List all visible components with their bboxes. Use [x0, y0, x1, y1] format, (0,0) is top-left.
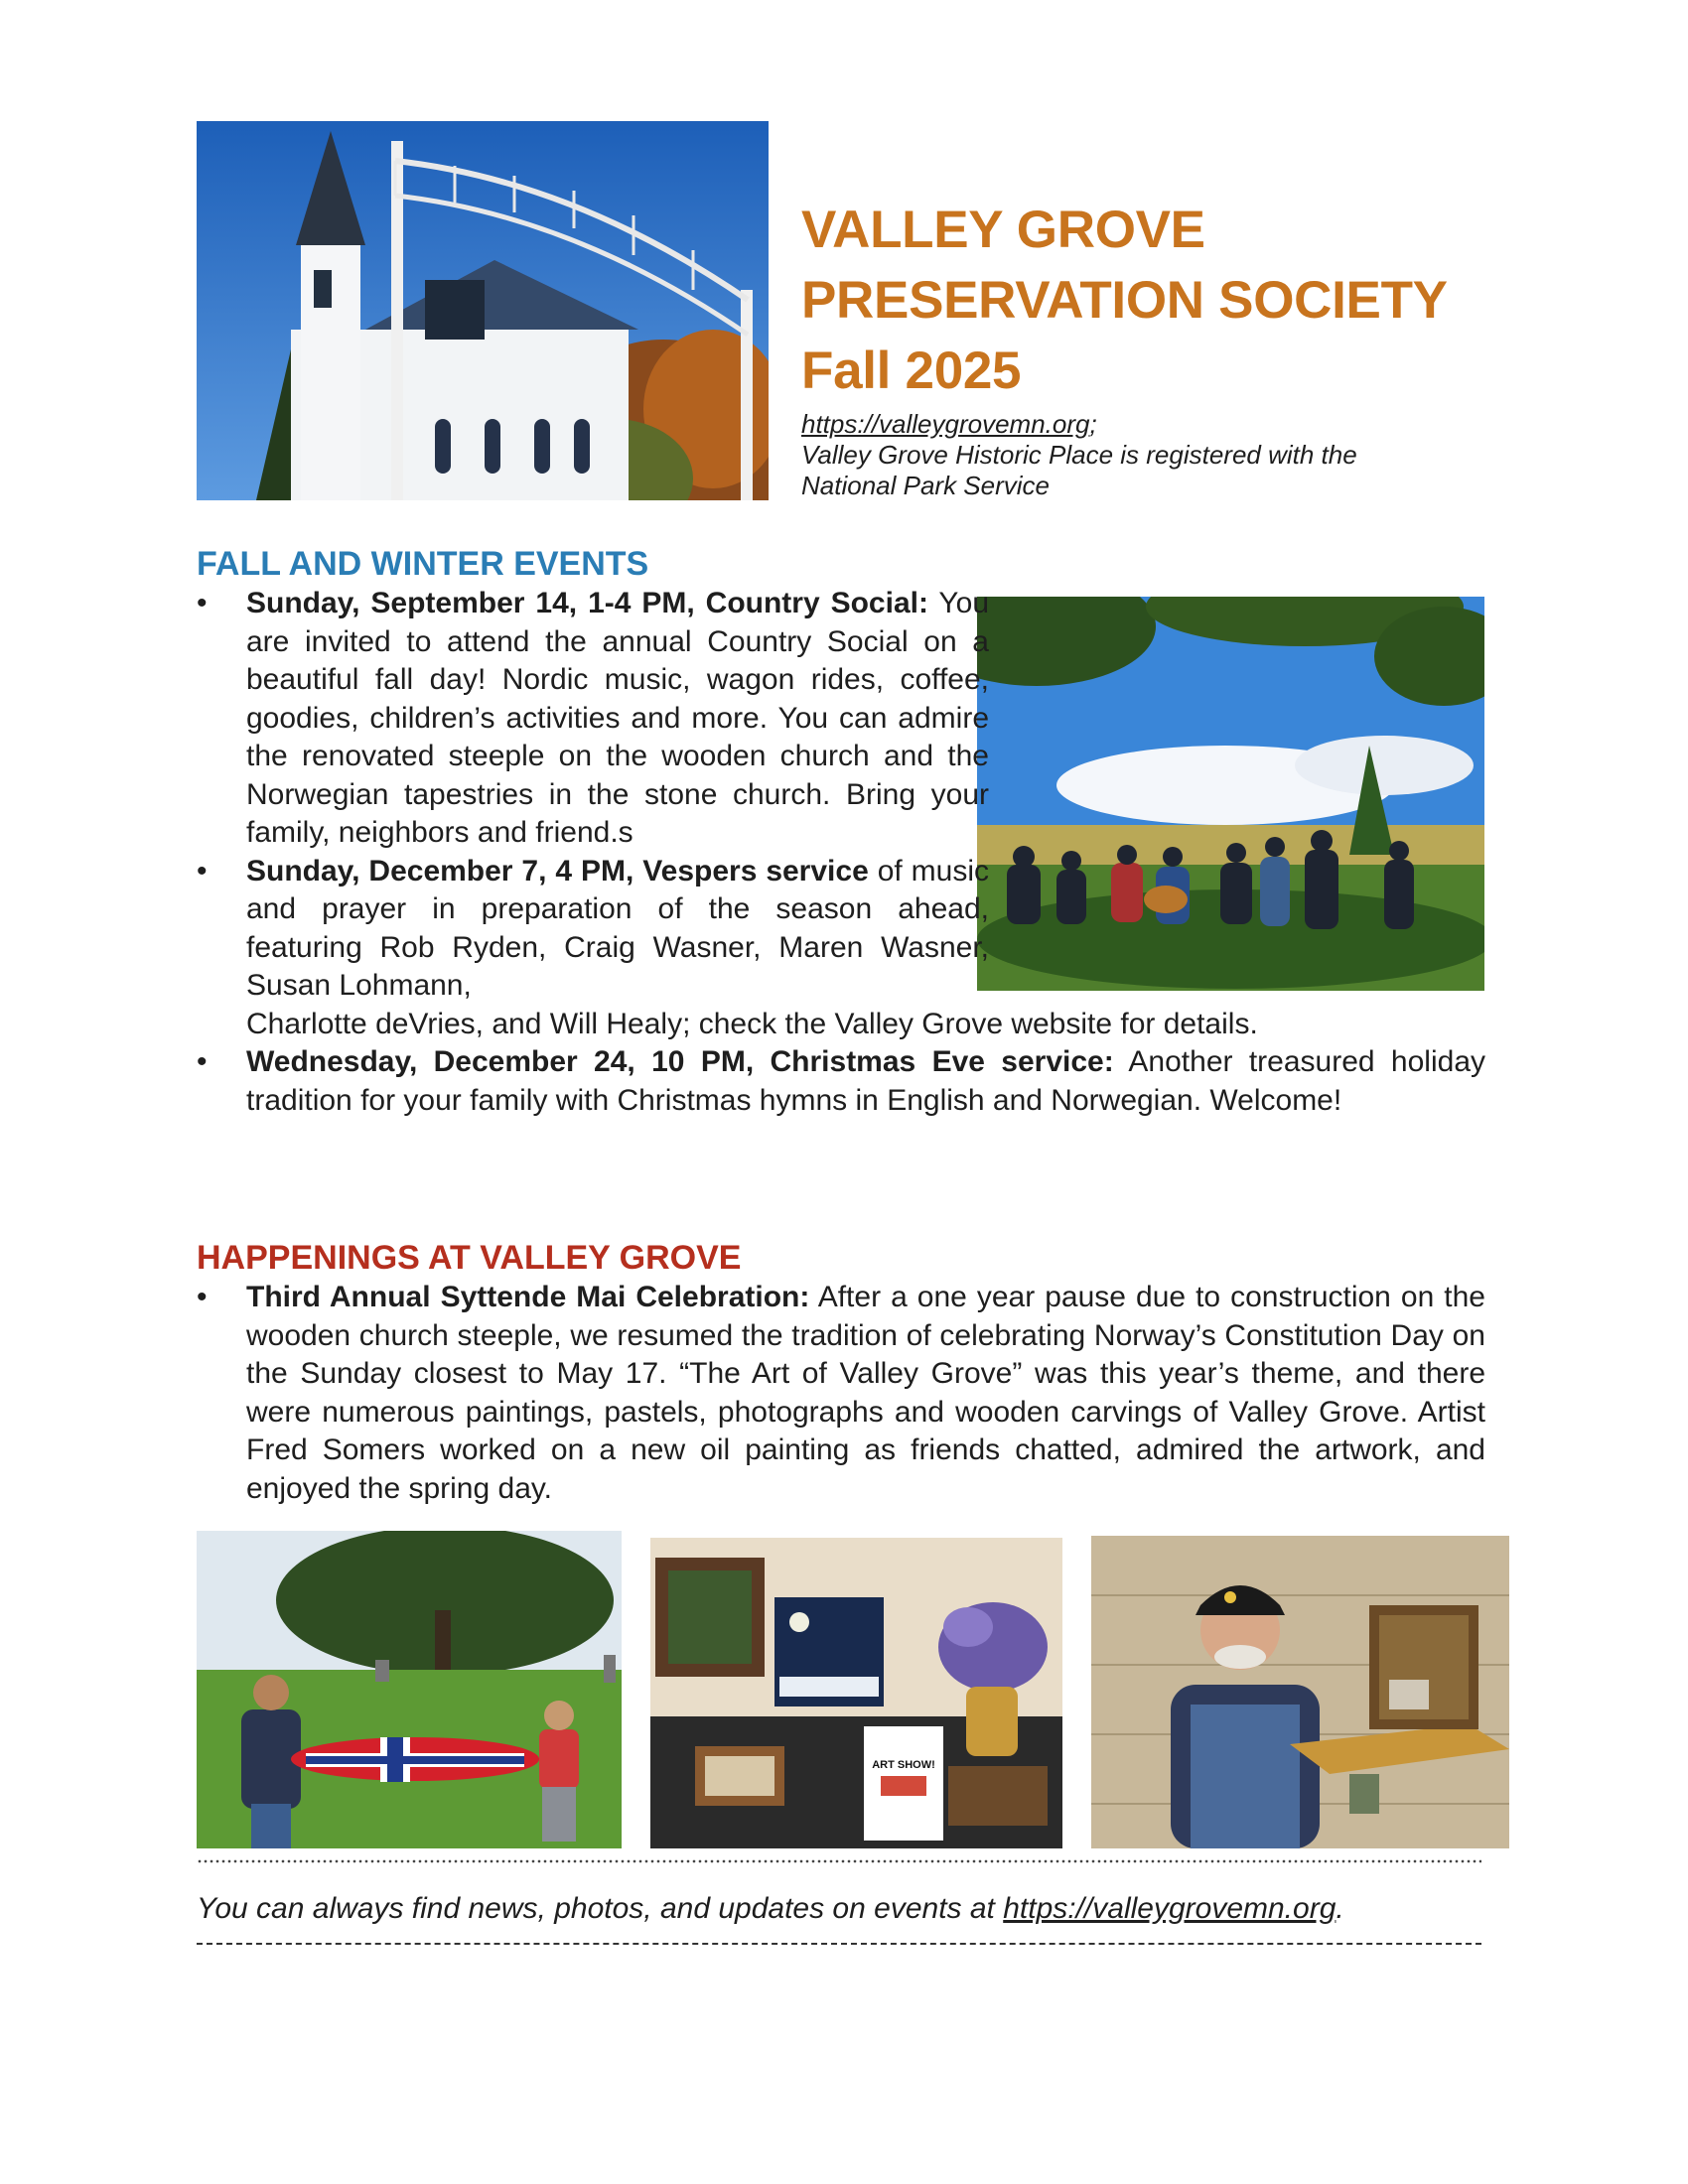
happenings-heading: HAPPENINGS AT VALLEY GROVE [197, 1239, 742, 1277]
event-item-vespers [197, 853, 989, 1006]
happening-item-syttende-mai [197, 1279, 1485, 1508]
footer-website-link[interactable]: https://valleygrovemn.org [1003, 1892, 1336, 1925]
event-description: You are invited to attend the annual Country Social on a beautiful fall day! Nordic music, wagon rides, coffee, goodies, children’s activities and more. You can admire the renovated steeple on the wooden church and the Norwegian tapestries in the stone church. Bring your family, neighbors and friend.s [246, 587, 990, 849]
happening-title: Third Annual Syttende Mai Celebration: [246, 1281, 810, 1313]
bullet: • [197, 854, 208, 887]
happening-description: After a one year pause due to construction on the wooden church steeple, we resumed the tradition of celebrating Norway’s Constitution Day on the Sunday closest to May 17. “The Art of Valley Grove” was this year’s theme, and there were numerous paintings, pastels, photographs and wooden carvings of Valley Grove. Artist Fred Somers worked on a new oil painting as friends chatted, admired the artwork, and enjoyed the spring day. [246, 1281, 1485, 1505]
happenings-list [197, 1279, 1485, 1508]
event-description: of music and prayer in preparation of the season ahead, featuring Rob Ryden, Craig Wasner, Maren Wasner, Susan Lohmann, [246, 854, 989, 1002]
newsletter-title [801, 195, 1496, 406]
title-line-3: Fall 2025 [801, 341, 1022, 400]
flag-illustration [197, 1531, 622, 1848]
registration-line-2: National Park Service [801, 471, 1050, 500]
registration-line-1: Valley Grove Historic Place is registered with the [801, 440, 1357, 470]
norwegian-flag-photo [197, 1531, 622, 1848]
church-gate-photo [197, 121, 769, 500]
art-show-illustration [650, 1538, 1062, 1848]
artist-painting-photo [1091, 1536, 1509, 1848]
header-subtitle [801, 409, 1457, 501]
title-line-1: VALLEY GROVE [801, 201, 1205, 259]
dashed-divider [197, 1943, 1481, 1945]
art-show-photo [650, 1538, 1062, 1848]
events-heading: FALL AND WINTER EVENTS [197, 545, 649, 583]
bullet: • [197, 1281, 208, 1313]
bullet: • [197, 1045, 208, 1078]
website-link[interactable]: https://valleygrovemn.org [801, 409, 1090, 439]
event-description-continued: Charlotte deVries, and Will Healy; check the Valley Grove website for details. [246, 1007, 1258, 1040]
church-gate-illustration [197, 121, 769, 500]
dotted-divider [197, 1858, 1481, 1866]
art-show-sign-text: ART SHOW! [872, 1759, 935, 1771]
event-title: Sunday, December 7, 4 PM, Vespers service [246, 854, 869, 887]
website-separator: ; [1089, 409, 1097, 439]
footer-end: . [1336, 1892, 1344, 1925]
footer-text: You can always find news, photos, and updates on events at [197, 1892, 1004, 1925]
event-description: Another treasured holiday tradition for your family with Christmas hymns in English and Norwegian. Welcome! [246, 1045, 1486, 1117]
event-title: Wednesday, December 24, 10 PM, Christmas Eve service: [246, 1045, 1114, 1078]
event-item-vespers-continued [197, 1006, 1485, 1044]
event-item-country-social [197, 585, 989, 853]
event-title: Sunday, September 14, 1-4 PM, Country Social: [246, 587, 928, 619]
events-list [197, 585, 1485, 1120]
event-item-christmas-eve [197, 1043, 1485, 1120]
title-line-2: PRESERVATION SOCIETY [801, 271, 1448, 330]
artist-illustration [1091, 1536, 1509, 1848]
footer-note [197, 1891, 1507, 1927]
bullet: • [197, 587, 208, 619]
